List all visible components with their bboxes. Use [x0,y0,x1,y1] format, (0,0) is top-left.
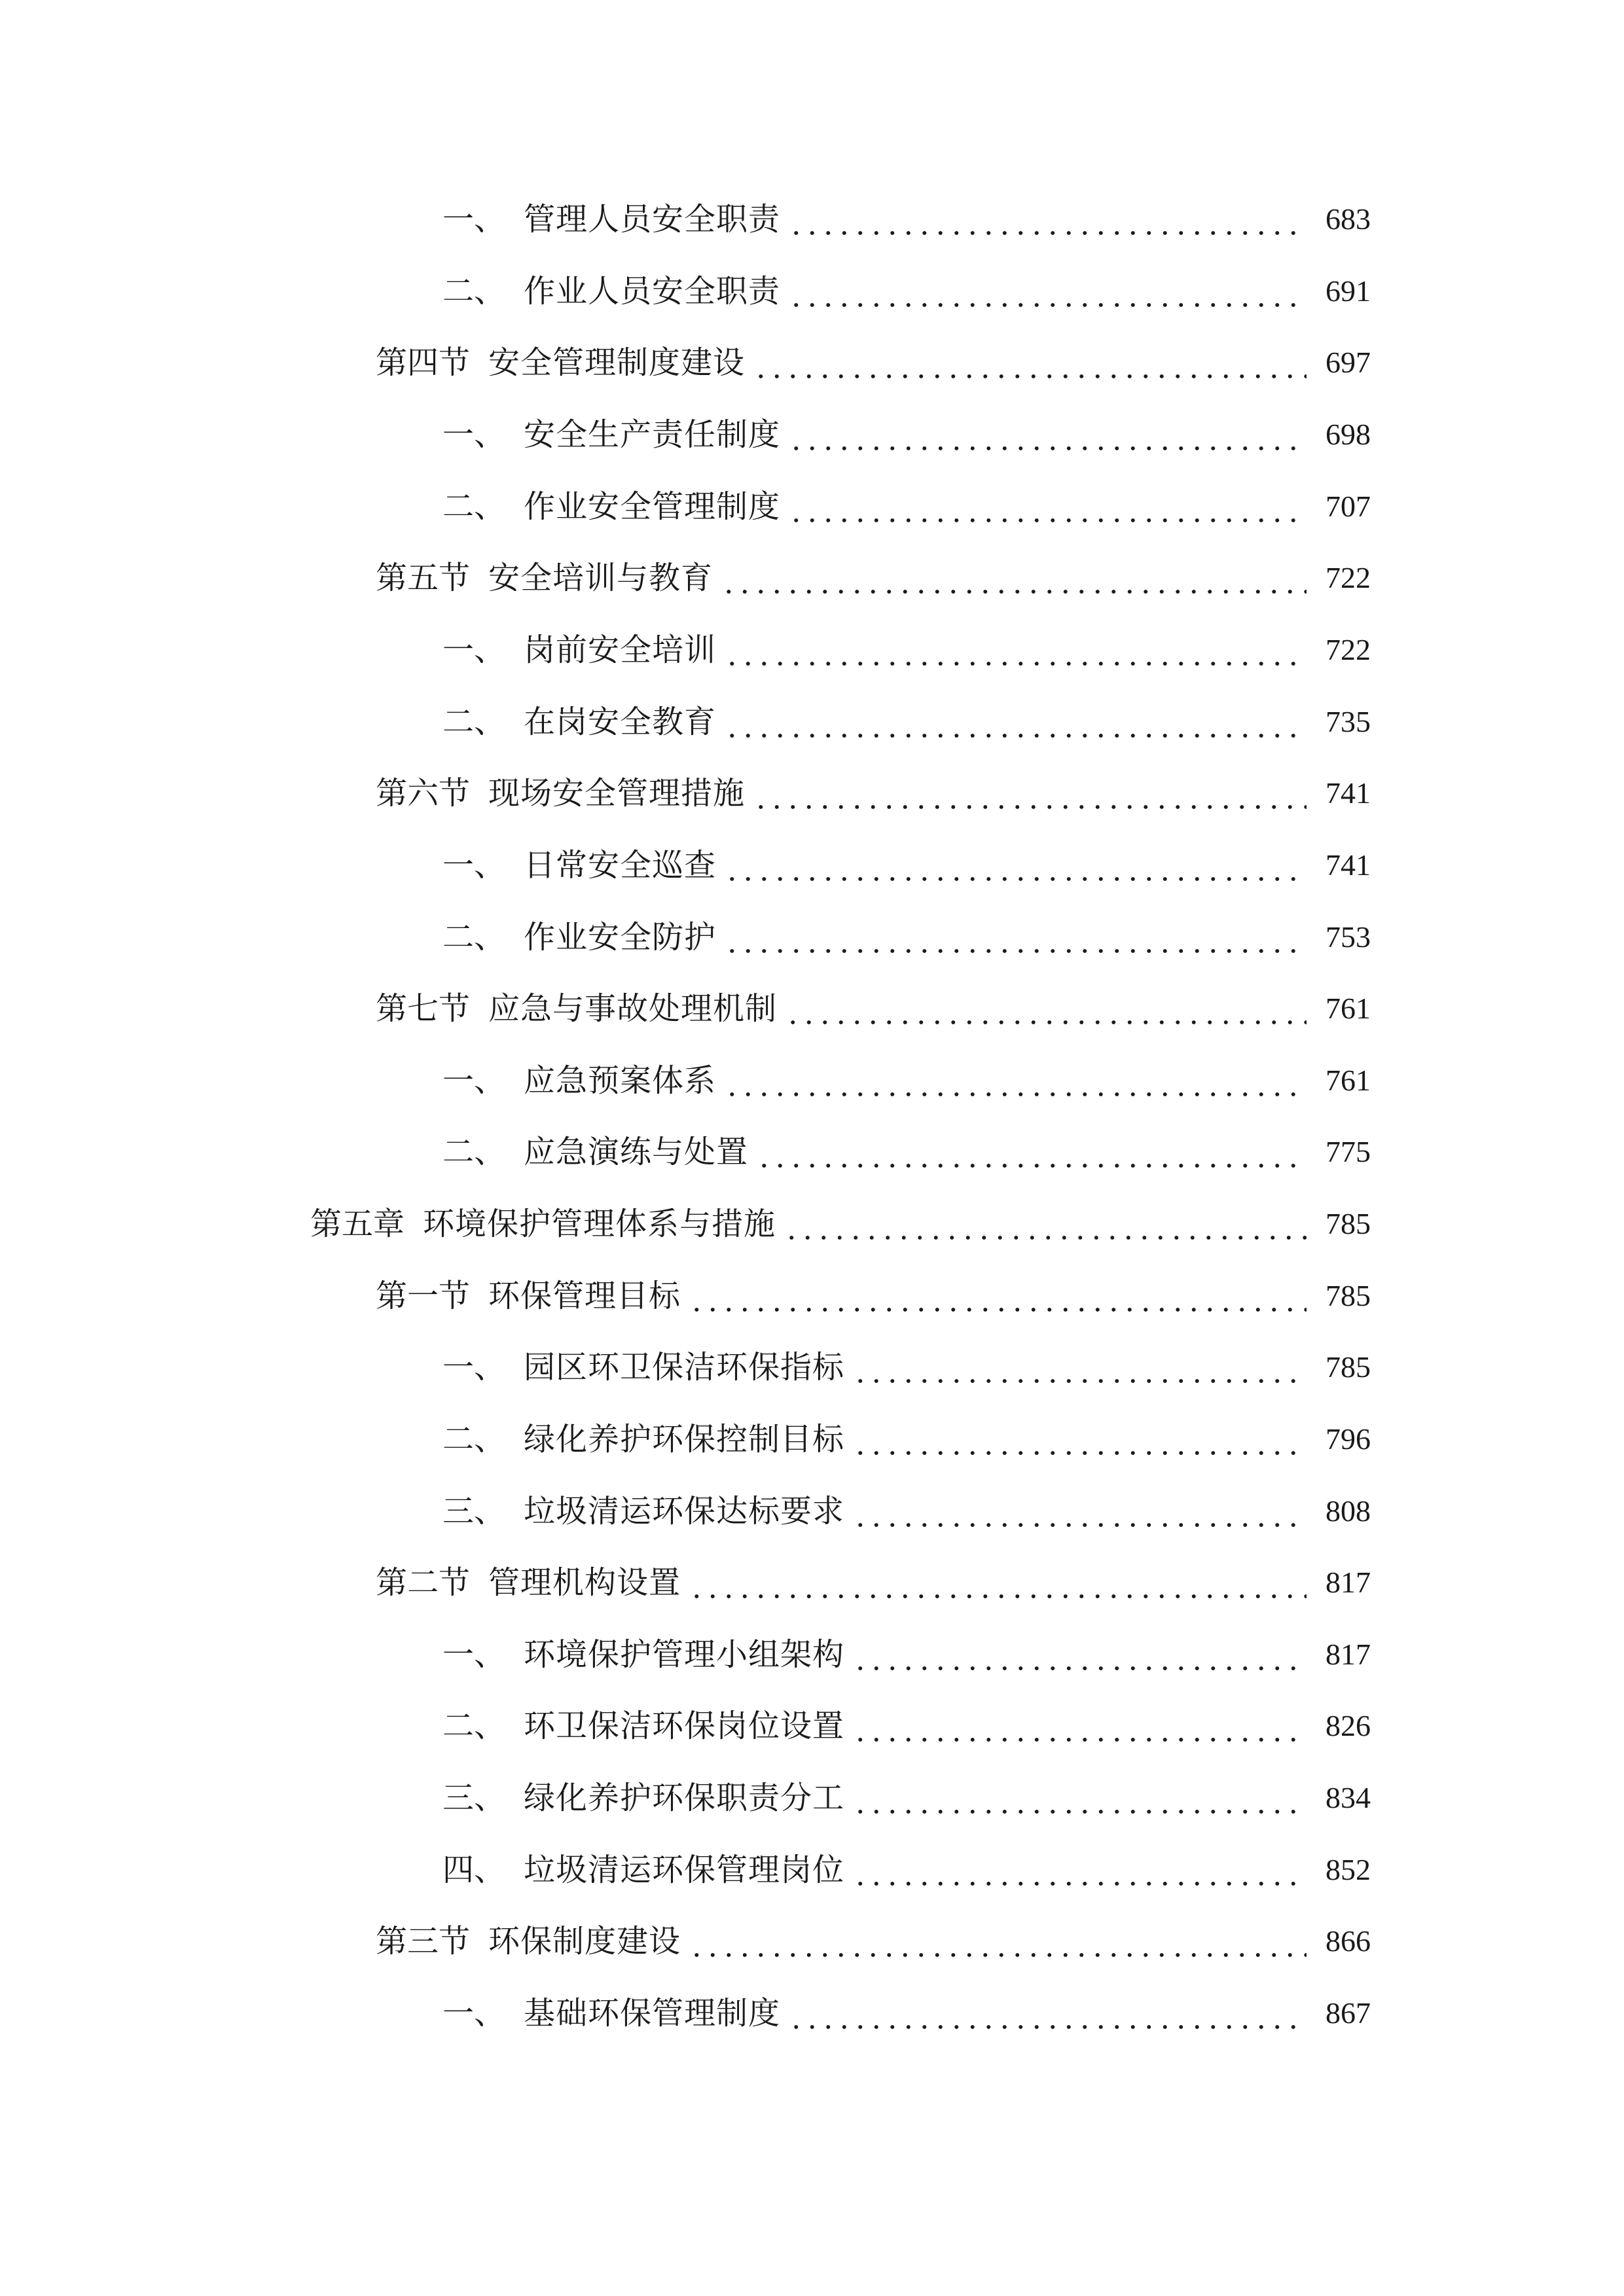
dot-leader [788,1987,1307,2039]
dot-leader [788,408,1307,461]
toc-entry-page: 691 [1326,274,1371,308]
toc-entry-page: 775 [1326,1135,1371,1168]
toc-entry[interactable] [442,911,1371,963]
toc-entry-title: 安全生产责任制度 [524,416,781,453]
toc-entry-page: 817 [1326,1566,1371,1599]
toc-entry[interactable] [442,1485,1371,1537]
dot-leader [689,1270,1307,1322]
dot-leader [724,696,1307,748]
toc-entry[interactable] [442,408,1371,461]
dot-leader [689,1915,1307,1967]
dot-leader [753,336,1307,389]
toc-entry-title: 应急演练与处置 [524,1134,749,1170]
toc-entry-title: 作业安全防护 [524,919,717,956]
toc-entry-title: 环卫保洁环保岗位设置 [524,1708,845,1744]
dot-leader [852,1413,1307,1465]
toc-entry-page: 852 [1326,1853,1371,1886]
toc-entry-title: 作业安全管理制度 [524,488,781,525]
toc-entry[interactable] [442,1054,1371,1107]
toc-entry-title: 应急与事故处理机制 [488,990,778,1027]
dot-leader [724,839,1307,891]
toc-entry-page: 735 [1326,705,1371,738]
toc-entry-title: 绿化养护环保职责分工 [524,1780,845,1816]
dot-leader [784,1198,1307,1250]
toc-entry-title: 环境保护管理小组架构 [524,1636,845,1673]
dot-leader [788,265,1307,317]
toc-entry-number: 二、 [442,1421,506,1458]
toc-entry-title: 在岗安全教育 [524,704,717,740]
dot-leader [788,480,1307,533]
dot-leader [689,1556,1307,1609]
toc-entry-title: 作业人员安全职责 [524,273,781,310]
toc-entry-number: 第一节 [376,1278,471,1314]
toc-entry-page: 722 [1326,633,1371,666]
toc-entry-page: 785 [1326,1207,1371,1240]
toc-entry-page: 683 [1326,202,1371,236]
toc-entry-number: 一、 [442,1062,506,1099]
toc-entry-page: 697 [1326,346,1371,379]
toc-entry[interactable] [376,1915,1371,1967]
toc-entry-page: 785 [1326,1279,1371,1312]
toc-entry-number: 第六节 [376,775,471,812]
toc-entry-title: 环保制度建设 [488,1923,681,1960]
toc-entry-number: 第五节 [376,560,471,596]
toc-entry-number: 三、 [442,1780,506,1816]
toc-entry[interactable] [442,1628,1371,1681]
toc-entry-page: 741 [1326,776,1371,810]
dot-leader [852,1772,1307,1824]
toc-entry-page: 796 [1326,1422,1371,1456]
toc-entry[interactable] [442,480,1371,533]
toc-entry[interactable] [442,1987,1371,2039]
toc-entry-number: 二、 [442,1134,506,1170]
dot-leader [721,552,1307,604]
toc-entry-number: 二、 [442,919,506,956]
dot-leader [753,767,1307,819]
toc-entry-number: 第二节 [376,1564,471,1601]
toc-entry-title: 绿化养护环保控制目标 [524,1421,845,1458]
toc-entry-page: 817 [1326,1638,1371,1671]
toc-entry-title: 基础环保管理制度 [524,1995,781,2032]
toc-entry-page: 866 [1326,1924,1371,1958]
toc-entry-number: 一、 [442,847,506,884]
toc-entry-page: 867 [1326,1996,1371,2030]
toc-entry-title: 垃圾清运环保达标要求 [524,1493,845,1530]
toc-entry-page: 761 [1326,992,1371,1025]
toc-entry-number: 二、 [442,704,506,740]
toc-entry-page: 826 [1326,1709,1371,1742]
toc-entry-number: 一、 [442,201,506,238]
toc-entry-number: 第三节 [376,1923,471,1960]
toc-entry-number: 二、 [442,273,506,310]
toc-entry[interactable] [442,193,1371,245]
toc-entry-page: 741 [1326,848,1371,882]
dot-leader [756,1126,1307,1178]
toc-entry-number: 二、 [442,488,506,525]
toc-entry-number: 一、 [442,1636,506,1673]
dot-leader [724,911,1307,963]
toc-entry-number: 第四节 [376,344,471,381]
toc-entry-title: 园区环卫保洁环保指标 [524,1349,845,1386]
toc-entry[interactable] [310,1198,1371,1250]
dot-leader [785,982,1307,1035]
toc-entry[interactable] [442,1700,1371,1752]
toc-entry-number: 一、 [442,632,506,668]
toc-entry-page: 761 [1326,1064,1371,1097]
toc-entry-number: 二、 [442,1708,506,1744]
toc-entry-title: 应急预案体系 [524,1062,717,1099]
dot-leader [852,1844,1307,1896]
toc-entry-title: 管理机构设置 [488,1564,681,1601]
toc-entry-page: 808 [1326,1494,1371,1528]
toc-entry-page: 834 [1326,1781,1371,1814]
toc-entry-page: 785 [1326,1350,1371,1384]
toc-entry[interactable] [442,1126,1371,1178]
toc-entry-title: 安全管理制度建设 [488,344,746,381]
toc-entry[interactable] [442,624,1371,676]
dot-leader [852,1628,1307,1681]
toc-entry[interactable] [442,265,1371,317]
toc-entry-page: 707 [1326,490,1371,523]
toc-entry[interactable] [376,552,1371,604]
toc-entry[interactable] [442,696,1371,748]
toc-entry-number: 一、 [442,1995,506,2032]
toc-entry-number: 四、 [442,1852,506,1888]
toc-entry-title: 环保管理目标 [488,1278,681,1314]
toc-entry-page: 753 [1326,920,1371,954]
toc-entry[interactable] [376,767,1371,819]
toc-entry-number: 第七节 [376,990,471,1027]
toc-entry[interactable] [442,1772,1371,1824]
toc-entry[interactable] [376,982,1371,1035]
toc-entry-number: 三、 [442,1493,506,1530]
toc-entry[interactable] [442,839,1371,891]
toc-entry[interactable] [442,1413,1371,1465]
toc-entry-page: 722 [1326,561,1371,594]
toc-entry-number: 第五章 [310,1206,405,1242]
toc-entry-title: 环境保护管理体系与措施 [423,1206,776,1242]
toc-entry-title: 管理人员安全职责 [524,201,781,238]
toc-entry-title: 安全培训与教育 [488,560,713,596]
toc-entry-title: 岗前安全培训 [524,632,717,668]
dot-leader [724,1054,1307,1107]
dot-leader [852,1700,1307,1752]
toc-entry[interactable] [442,1844,1371,1896]
toc-entry-number: 一、 [442,416,506,453]
dot-leader [724,624,1307,676]
dot-leader [852,1341,1307,1393]
toc-entry-title: 日常安全巡查 [524,847,717,884]
toc-entry-title: 现场安全管理措施 [488,775,746,812]
dot-leader [788,193,1307,245]
toc-entry[interactable] [442,1341,1371,1393]
toc-entry-number: 一、 [442,1349,506,1386]
toc-entry-title: 垃圾清运环保管理岗位 [524,1852,845,1888]
toc-entry[interactable] [376,1270,1371,1322]
toc-entry[interactable] [376,336,1371,389]
toc-entry-page: 698 [1326,418,1371,451]
toc-entry[interactable] [376,1556,1371,1609]
dot-leader [852,1485,1307,1537]
